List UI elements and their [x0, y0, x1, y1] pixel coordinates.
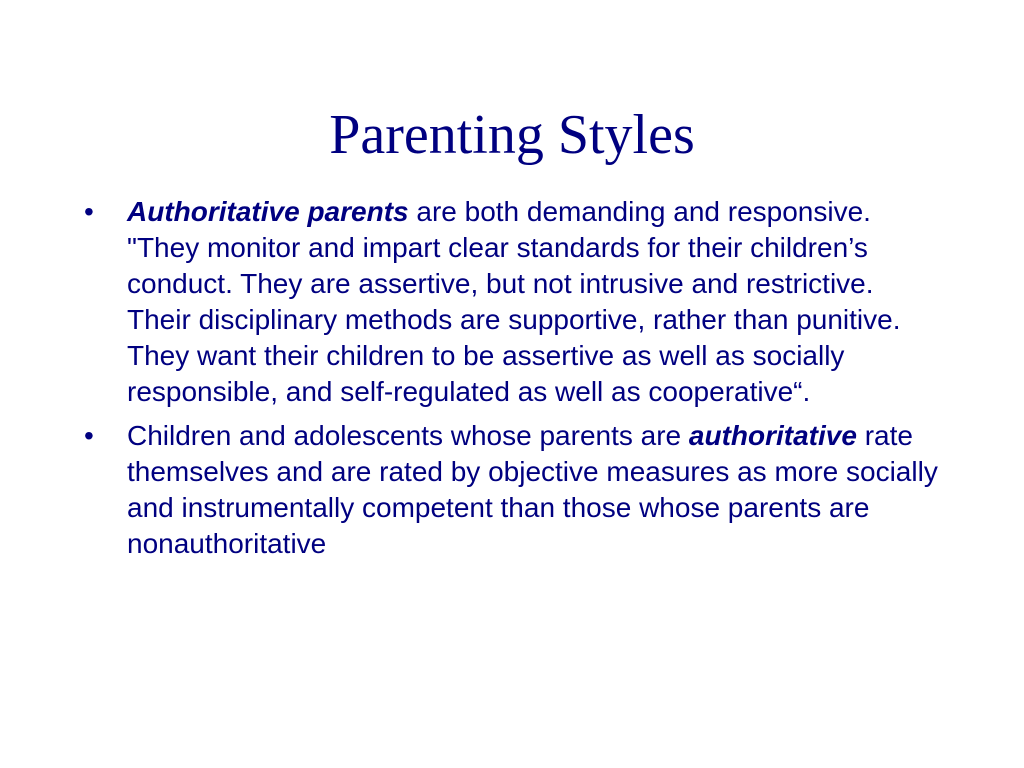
bullet-emphasis: authoritative: [688, 420, 857, 451]
bullet-marker: •: [84, 196, 94, 227]
slide-title: Parenting Styles: [329, 104, 695, 166]
bullet-item-authoritative-parents: [84, 194, 944, 410]
bullet-emphasis: Authoritative parents: [127, 196, 409, 227]
bullet-text-before: Children and adolescents whose parents are: [127, 420, 689, 451]
bullet-item-children-adolescents: [84, 418, 944, 562]
bullet-marker: •: [84, 420, 94, 451]
bullet-text-after: rate themselves and are rated by objective measures as more socially and instrumentally competent than those whose parents are nonauthoritative: [127, 420, 938, 559]
bullet-list: [84, 194, 944, 570]
bullet-text: are both demanding and responsive. "They monitor and impart clear standards for their children’s conduct. They are assertive, but not intrusive and restrictive. Their disciplinary methods are supportive, rather than punitive. They want their children to be assertive as well as socially responsible, and self-regulated as well as cooperative“.: [127, 196, 901, 407]
